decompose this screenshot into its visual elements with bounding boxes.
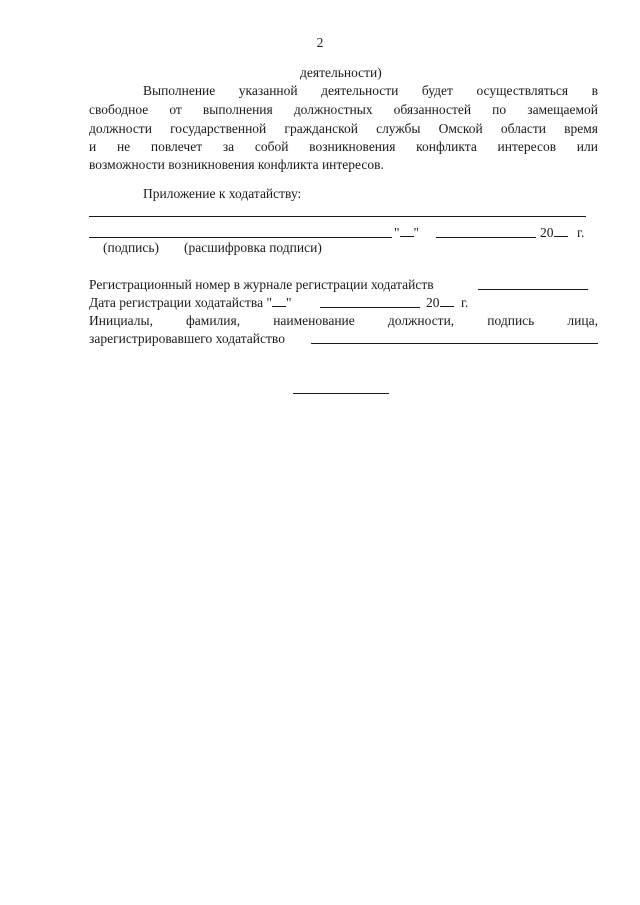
- page-number: 2: [316, 35, 324, 50]
- registration-year-field: [426, 294, 454, 312]
- registrar-blank-line: [311, 343, 598, 344]
- attachment-label: Приложение к ходатайству:: [143, 186, 302, 201]
- registration-date-label: Дата регистрации ходатайства ": [89, 295, 272, 310]
- paragraph-line: должности государственной гражданской службы Омской области время: [89, 121, 598, 136]
- paragraph-line: возможности возникновения конфликта интересов.: [89, 157, 384, 172]
- attachment-blank-line: [89, 216, 586, 217]
- paragraph-line: свободное от выполнения должностных обязанностей по замещаемой: [89, 102, 598, 117]
- registration-year-prefix: 20: [426, 295, 440, 310]
- date-day-field: [394, 224, 419, 242]
- year-blank: [554, 224, 568, 237]
- registration-date-field: [89, 294, 292, 312]
- registrar-label: зарегистрировавшего ходатайство: [89, 331, 285, 346]
- month-blank-line: [436, 237, 536, 238]
- end-separator-line: [293, 393, 389, 394]
- continuation-text: деятельности): [300, 65, 382, 80]
- year-suffix: г.: [577, 225, 585, 240]
- quote-open: ": [394, 225, 400, 240]
- day-blank: [400, 224, 414, 237]
- registration-number-blank: [478, 289, 588, 290]
- registration-year-suffix: г.: [461, 295, 469, 310]
- signature-blank-line: [89, 237, 392, 238]
- paragraph-line: и не повлечет за собой возникновения конфликта интересов или: [89, 139, 598, 154]
- year-field: [540, 224, 568, 242]
- caption-signature: (подпись): [103, 240, 160, 255]
- paragraph-line: Выполнение указанной деятельности будет осуществляться в: [143, 83, 598, 98]
- quote-close: ": [413, 225, 420, 240]
- registration-month-blank: [320, 307, 420, 308]
- year-prefix: 20: [540, 225, 554, 240]
- caption-decoding: (расшифровка подписи): [184, 240, 322, 255]
- registration-year-blank: [440, 294, 454, 307]
- registration-quote-close: ": [286, 295, 292, 310]
- registration-number-label: Регистрационный номер в журнале регистрации ходатайств: [89, 277, 434, 292]
- registrar-line: Инициалы, фамилия, наименование должности, подпись лица,: [89, 313, 598, 328]
- registration-day-blank: [272, 294, 286, 307]
